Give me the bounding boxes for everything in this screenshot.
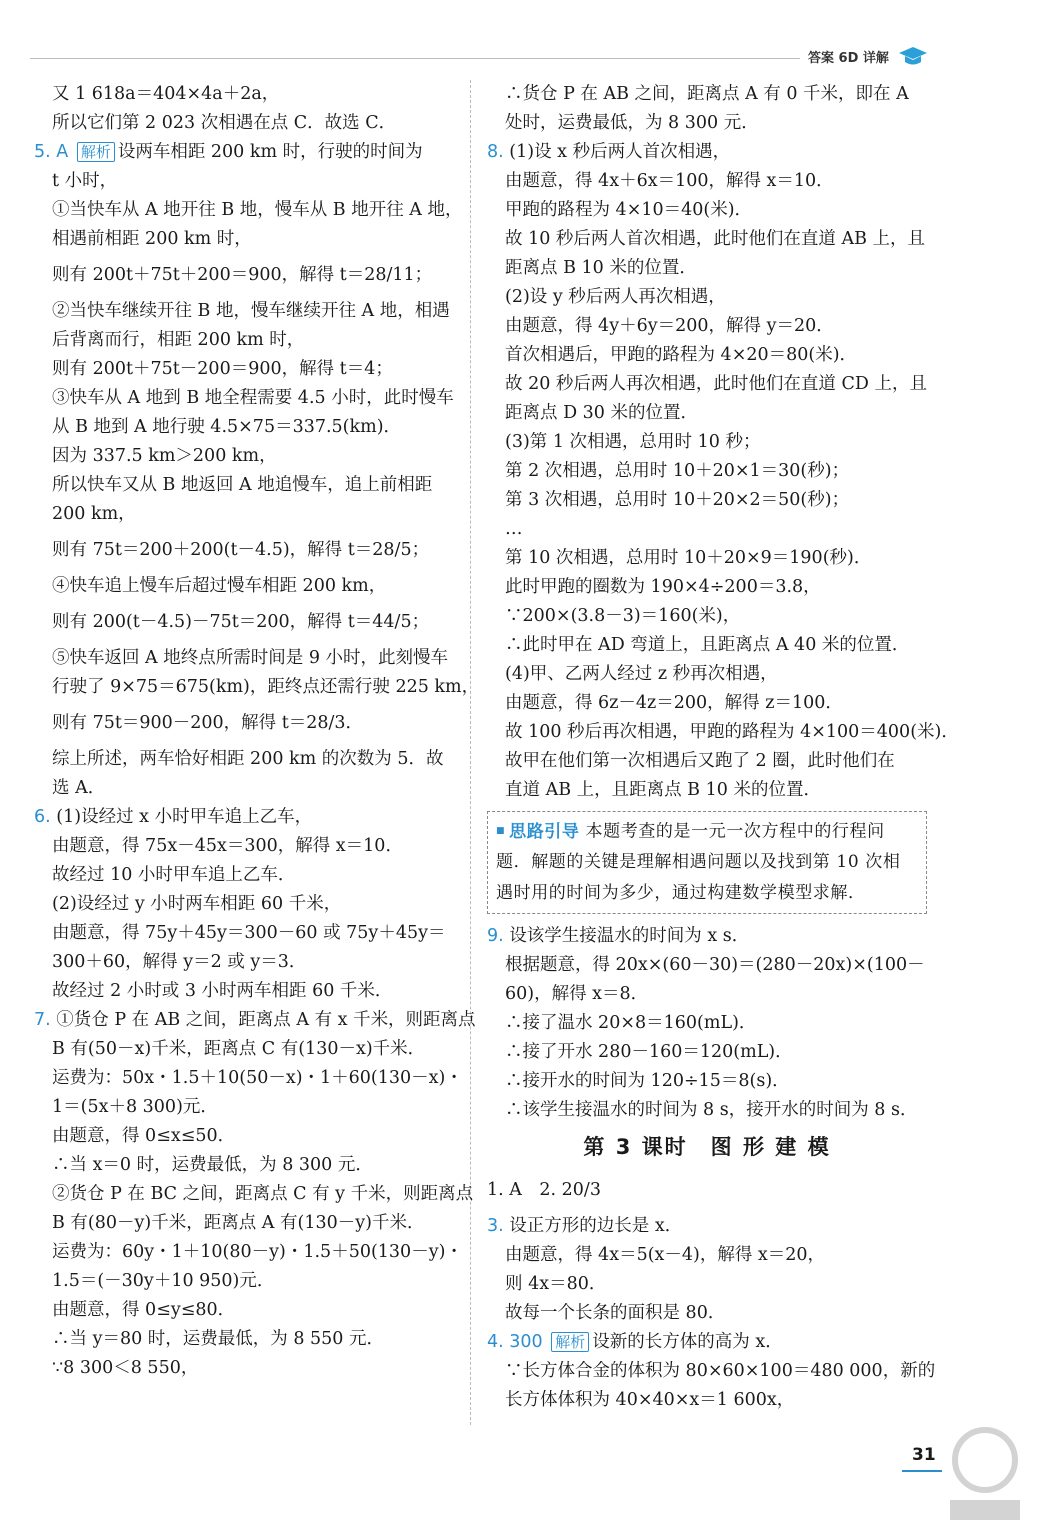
text-line: [487, 573, 927, 602]
line-text: …: [505, 519, 523, 539]
text-line: [34, 774, 464, 803]
line-text: 由题意，得 4y＋6y＝200，解得 y＝20．: [505, 316, 834, 336]
line-text: 从 B 地到 A 地行驶 4.5×75＝337.5(km)．: [52, 417, 402, 437]
text-line: [34, 1180, 474, 1209]
text-line: [34, 384, 464, 413]
text-line: [496, 816, 918, 847]
line-text: (2)设 y 秒后两人再次相遇，: [505, 287, 726, 307]
line-text: 由题意，得 4x＝5(x－4)，解得 x＝20，: [505, 1245, 826, 1265]
line-text: 后背离而行，相距 200 km 时，: [52, 330, 305, 350]
text-line: [34, 1151, 464, 1180]
line-text: 所以它们第 2 023 次相遇在点 C．故选 C．: [52, 113, 397, 133]
line-text: ②当快车继续开往 B 地，慢车继续开往 A 地，相遇: [52, 301, 450, 321]
line-text: 距离点 B 10 米的位置．: [505, 258, 697, 278]
line-text: 处时，运费最低，为 8 300 元．: [505, 113, 759, 133]
text-line: [487, 457, 927, 486]
line-text: 则有 200t＋75t－200＝900，解得 t＝4；: [52, 359, 393, 379]
line-text: 根据题意，得 20x×(60－30)＝(280－20x)×(100－: [505, 955, 925, 975]
line-text: ∴接了开水 280－160＝120(mL)．: [505, 1042, 793, 1062]
text-line: [487, 341, 927, 370]
text-line: [487, 312, 927, 341]
text-line: [34, 1238, 464, 1267]
line-text: 甲跑的路程为 4×10＝40(米)．: [505, 200, 753, 220]
line-text: 1. A 2. 20/3: [487, 1180, 601, 1200]
line-text: 故 20 秒后两人再次相遇，此时他们在直道 CD 上，且: [505, 374, 927, 394]
right-column: [487, 80, 959, 1415]
text-line: [487, 1270, 927, 1299]
text-line: [34, 196, 464, 225]
page-number: 31: [912, 1445, 936, 1465]
header-label: 答案 6D 详解: [808, 51, 889, 66]
text-line: [34, 861, 464, 890]
line-text: 200 km，: [52, 504, 136, 524]
text-line: [34, 225, 464, 254]
analysis-tag: 解析: [551, 1332, 589, 1352]
text-line: [34, 1093, 464, 1122]
line-text: ∴货仓 P 在 AB 之间，距离点 A 有 0 千米，即在 A: [505, 84, 909, 104]
text-line: [34, 673, 480, 702]
text-line: [487, 1038, 927, 1067]
line-text: ③快车从 A 地到 B 地全程需要 4.5 小时，此时慢车: [52, 388, 454, 408]
line-text: 直道 AB 上，且距离点 B 10 米的位置．: [505, 780, 821, 800]
line-text: 由题意，得 0≤y≤80．: [52, 1300, 236, 1320]
note-text: 遇时用的时间为多少，通过构建数学模型求解．: [496, 883, 866, 903]
line-text: 距离点 D 30 米的位置．: [505, 403, 698, 423]
text-line: [487, 196, 927, 225]
question-number: 7.: [34, 1010, 51, 1030]
line-text: ①当快车从 A 地开往 B 地，慢车从 B 地开往 A 地，: [52, 200, 463, 220]
text-line: [487, 1096, 927, 1125]
line-text: B 有(80－y)千米，距离点 A 有(130－y)千米．: [52, 1213, 425, 1233]
text-line: [34, 601, 464, 644]
text-line: [487, 689, 927, 718]
text-line: [487, 1386, 927, 1415]
header-rule: [30, 58, 800, 59]
text-line: [487, 1357, 936, 1386]
line-text: 综上所述，两车恰好相距 200 km 的次数为 5．故: [52, 749, 444, 769]
text-line: [34, 413, 464, 442]
line-text: ∴当 x＝0 时，运费最低，为 8 300 元．: [52, 1155, 373, 1175]
line-text: (4)甲、乙两人经过 z 秒再次相遇，: [505, 664, 778, 684]
line-text: ∵长方体合金的体积为 80×60×100＝480 000，新的: [505, 1361, 936, 1381]
text-line: [487, 370, 927, 399]
text-line: [487, 1169, 927, 1212]
text-line: [487, 283, 927, 312]
line-text: ∴该学生接温水的时间为 8 s，接开水的时间为 8 s．: [505, 1100, 918, 1120]
text-line: [34, 1325, 464, 1354]
line-text: 则有 200t＋75t＋200＝900，解得 t＝28/11；: [52, 265, 433, 285]
text-line: [34, 1267, 464, 1296]
text-line: [34, 745, 464, 774]
text-line: [487, 660, 927, 689]
text-line: [34, 1035, 464, 1064]
line-text: 因为 337.5 km＞200 km，: [52, 446, 277, 466]
thinking-guide-box: [487, 811, 927, 914]
line-text: (2)设经过 y 小时两车相距 60 千米，: [52, 894, 342, 914]
line-text: 长方体体积为 40×40×x＝1 600x，: [505, 1390, 795, 1410]
text-line: [487, 1328, 927, 1357]
line-text: 设两车相距 200 km 时，行驶的时间为: [117, 142, 423, 162]
text-line: [34, 890, 464, 919]
text-line: [34, 803, 464, 832]
graduation-cap-icon: [898, 44, 928, 68]
text-line: [487, 1009, 927, 1038]
text-line: [487, 776, 927, 805]
line-text: 故 100 秒后再次相遇，甲跑的路程为 4×100＝400(米)．: [505, 722, 959, 742]
text-line: [34, 919, 464, 948]
note-text: 题．解题的关键是理解相遇问题以及找到第 10 次相: [496, 852, 901, 872]
line-text: (1)设 x 秒后两人首次相遇，: [509, 142, 731, 162]
line-text: 由题意，得 0≤x≤50．: [52, 1126, 236, 1146]
text-line: [487, 1212, 927, 1241]
text-line: [34, 1064, 464, 1093]
line-text: ②货仓 P 在 BC 之间，距离点 C 有 y 千米，则距离点: [52, 1184, 474, 1204]
text-line: [34, 977, 464, 1006]
text-line: [34, 1122, 464, 1151]
line-text: ∵8 300＜8 550，: [52, 1358, 199, 1378]
thinking-guide-label: ■ 思路引导: [496, 822, 580, 842]
line-text: 由题意，得 75y＋45y＝300－60 或 75y＋45y＝: [52, 923, 446, 943]
line-text: B 有(50－x)千米，距离点 C 有(130－x)千米．: [52, 1039, 426, 1059]
line-text: 首次相遇后，甲跑的路程为 4×20＝80(米)．: [505, 345, 858, 365]
line-text: 故经过 10 小时甲车追上乙车．: [52, 865, 296, 885]
question-number: 9.: [487, 926, 504, 946]
text-line: [34, 500, 464, 529]
line-text: 第 10 次相遇，总用时 10＋20×9＝190(秒)．: [505, 548, 872, 568]
question-number: 4. 300: [487, 1332, 543, 1352]
text-line: [487, 225, 927, 254]
text-line: [496, 878, 918, 909]
text-line: [34, 1209, 464, 1238]
text-line: [487, 602, 927, 631]
line-text: 1＝(5x＋8 300)元．: [52, 1097, 218, 1117]
text-line: [487, 631, 927, 660]
text-line: [34, 529, 464, 572]
text-line: [34, 442, 464, 471]
text-line: [487, 138, 927, 167]
line-text: ∴接开水的时间为 120÷15＝8(s)．: [505, 1071, 790, 1091]
text-line: [34, 109, 464, 138]
line-text: 第 2 次相遇，总用时 10＋20×1＝30(秒)；: [505, 461, 850, 481]
line-text: 故 10 秒后两人首次相遇，此时他们在直道 AB 上，且: [505, 229, 926, 249]
line-text: ④快车追上慢车后超过慢车相距 200 km，: [52, 576, 387, 596]
question-number: 3.: [487, 1216, 504, 1236]
line-text: 故甲在他们第一次相遇后又跑了 2 圈，此时他们在: [505, 751, 895, 771]
note-text: 本题考查的是一元一次方程中的行程问: [585, 821, 885, 842]
text-line: [34, 572, 464, 601]
page-number-underline: [902, 1470, 942, 1472]
line-text: ∴此时甲在 AD 弯道上，且距离点 A 40 米的位置．: [505, 635, 910, 655]
line-text: 则 4x＝80．: [505, 1274, 607, 1294]
text-line: [34, 702, 464, 745]
text-line: [34, 80, 464, 109]
text-line: [487, 980, 927, 1009]
text-line: [34, 1006, 476, 1035]
line-text: ⑤快车返回 A 地终点所需时间是 9 小时，此刻慢车: [52, 648, 449, 668]
text-line: [34, 1354, 464, 1383]
text-line: [487, 1067, 927, 1096]
question-number: 6.: [34, 807, 51, 827]
line-text: t 小时，: [52, 171, 118, 191]
text-line: [34, 297, 464, 326]
line-text: 设正方形的边长是 x．: [509, 1216, 683, 1236]
text-line: [34, 644, 464, 673]
line-text: 由题意，得 75x－45x＝300，解得 x＝10．: [52, 836, 403, 856]
text-line: [487, 922, 927, 951]
column-divider: [470, 80, 471, 1425]
text-line: [487, 747, 927, 776]
text-line: [34, 326, 464, 355]
text-line: [34, 471, 464, 500]
line-text: 行驶了 9×75＝675(km)，距终点还需行驶 225 km，: [52, 677, 480, 697]
line-text: (3)第 1 次相遇，总用时 10 秒；: [505, 432, 761, 452]
text-line: [487, 544, 927, 573]
line-text: ①货仓 P 在 AB 之间，距离点 A 有 x 千米，则距离点: [56, 1010, 476, 1030]
text-line: [34, 832, 464, 861]
text-line: [487, 486, 927, 515]
question-number: 8.: [487, 142, 504, 162]
line-text: 故每一个长条的面积是 80．: [505, 1303, 726, 1323]
text-line: [34, 1296, 464, 1325]
text-line: [34, 355, 464, 384]
line-text: 第 3 次相遇，总用时 10＋20×2＝50(秒)；: [505, 490, 850, 510]
text-line: [487, 951, 927, 980]
line-text: 则有 200(t－4.5)－75t＝200，解得 t＝44/5；: [52, 612, 430, 632]
text-line: [496, 847, 918, 878]
text-line: [34, 138, 464, 167]
text-line: [487, 428, 927, 457]
line-text: 所以快车又从 B 地返回 A 地追慢车，追上前相距: [52, 475, 433, 495]
line-text: ∴接了温水 20×8＝160(mL)．: [505, 1013, 757, 1033]
text-line: [487, 1241, 927, 1270]
line-text: 由题意，得 4x＋6x＝100，解得 x＝10．: [505, 171, 834, 191]
analysis-tag: 解析: [77, 142, 115, 162]
line-text: 设新的长方体的高为 x．: [592, 1332, 783, 1352]
text-line: [34, 948, 464, 977]
section-title: 第 3 课时 图 形 建 模: [583, 1135, 831, 1159]
text-line: [487, 399, 927, 428]
line-text: ∴当 y＝80 时，运费最低，为 8 550 元．: [52, 1329, 385, 1349]
line-text: 又 1 618a＝404×4a＋2a，: [52, 84, 280, 104]
line-text: 设该学生接温水的时间为 x s．: [509, 926, 750, 946]
text-line: [487, 109, 927, 138]
line-text: 由题意，得 6z－4z＝200，解得 z＝100．: [505, 693, 843, 713]
line-text: 故经过 2 小时或 3 小时两车相距 60 千米．: [52, 981, 393, 1001]
line-text: 60)，解得 x＝8．: [505, 984, 649, 1004]
line-text: ∵200×(3.8－3)＝160(米)，: [505, 606, 741, 626]
text-line: [487, 254, 927, 283]
line-text: (1)设经过 x 小时甲车追上乙车，: [56, 807, 313, 827]
line-text: 选 A．: [52, 778, 106, 798]
text-line: [487, 1299, 927, 1328]
line-text: 则有 75t＝200＋200(t－4.5)，解得 t＝28/5；: [52, 540, 430, 560]
line-text: 运费为：50x・1.5＋10(50－x)・1＋60(130－x)・: [52, 1068, 463, 1088]
text-line: [487, 80, 927, 109]
line-text: 运费为：60y・1＋10(80－y)・1.5＋50(130－y)・: [52, 1242, 463, 1262]
line-text: 则有 75t＝900－200，解得 t＝28/3．: [52, 713, 364, 733]
line-text: 相遇前相距 200 km 时，: [52, 229, 252, 249]
text-line: [34, 167, 464, 196]
watermark-logo: [940, 1420, 1030, 1530]
text-line: [34, 254, 464, 297]
line-text: 此时甲跑的圈数为 190×4÷200＝3.8，: [505, 577, 821, 597]
line-text: 1.5＝(－30y＋10 950)元．: [52, 1271, 275, 1291]
text-line: [487, 718, 959, 747]
question-number: 5. A: [34, 142, 69, 162]
text-line: [487, 515, 927, 544]
line-text: 300＋60，解得 y＝2 或 y＝3．: [52, 952, 307, 972]
left-column: [34, 80, 480, 1383]
text-line: [487, 167, 927, 196]
